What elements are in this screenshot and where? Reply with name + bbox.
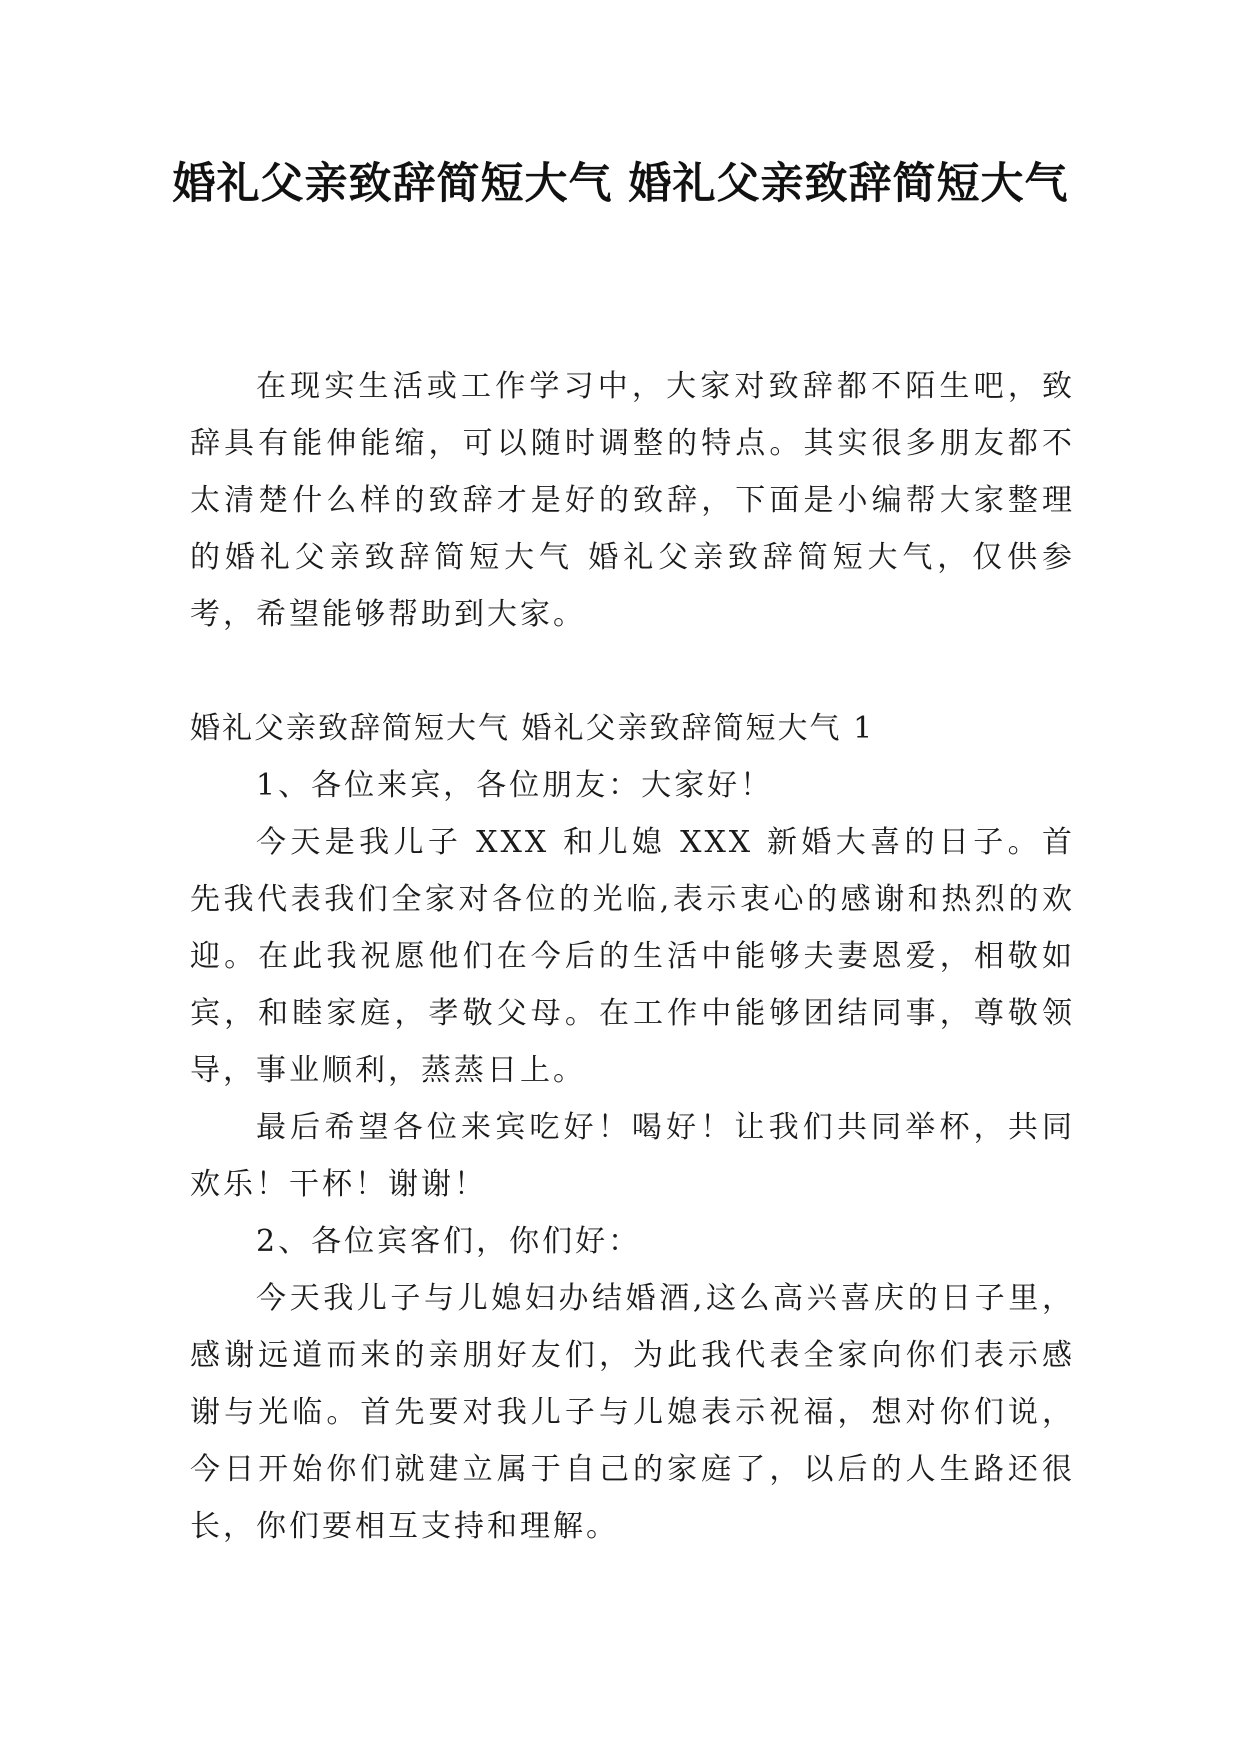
paragraph-speech-1: 今天是我儿子 XXX 和儿媳 XXX 新婚大喜的日子。首先我代表我们全家对各位的光临,表示衷心的感谢和热烈的欢迎。在此我祝愿他们在今后的生活中能够夫妻恩爱，相敬如宾，和睦家庭，孝敬父母。在工作中能够团结同事，尊敬领导，事业顺利，蒸蒸日上。	[190, 825, 1075, 1088]
paragraph-speech-2: 今天我儿子与儿媳妇办结婚酒,这么高兴喜庆的日子里，感谢远道而来的亲朋好友们，为此我代表全家向你们表示感谢与光临。首先要对我儿子与儿媳表示祝福，想对你们说，今日开始你们就建立属于自己的家庭了，以后的人生路还很长，你们要相互支持和理解。	[190, 1281, 1075, 1544]
paragraph-greeting-1: 1、各位来宾，各位朋友：大家好！	[256, 768, 774, 803]
document-body	[190, 358, 1075, 1555]
intro-paragraph: 在现实生活或工作学习中，大家对致辞都不陌生吧，致辞具有能伸能缩，可以随时调整的特点。其实很多朋友都不太清楚什么样的致辞才是好的致辞，下面是小编帮大家整理的婚礼父亲致辞简短大气 婚礼父亲致辞简短大气，仅供参考，希望能够帮助到大家。	[190, 369, 1075, 632]
document-title: 婚礼父亲致辞简短大气 婚礼父亲致辞简短大气	[172, 159, 1069, 209]
paragraph-toast-1: 最后希望各位来宾吃好！喝好！让我们共同举杯，共同欢乐！干杯！谢谢！	[190, 1110, 1075, 1202]
section-heading: 婚礼父亲致辞简短大气 婚礼父亲致辞简短大气 1	[190, 711, 875, 746]
paragraph-greeting-2: 2、各位宾客们，你们好：	[256, 1224, 642, 1259]
